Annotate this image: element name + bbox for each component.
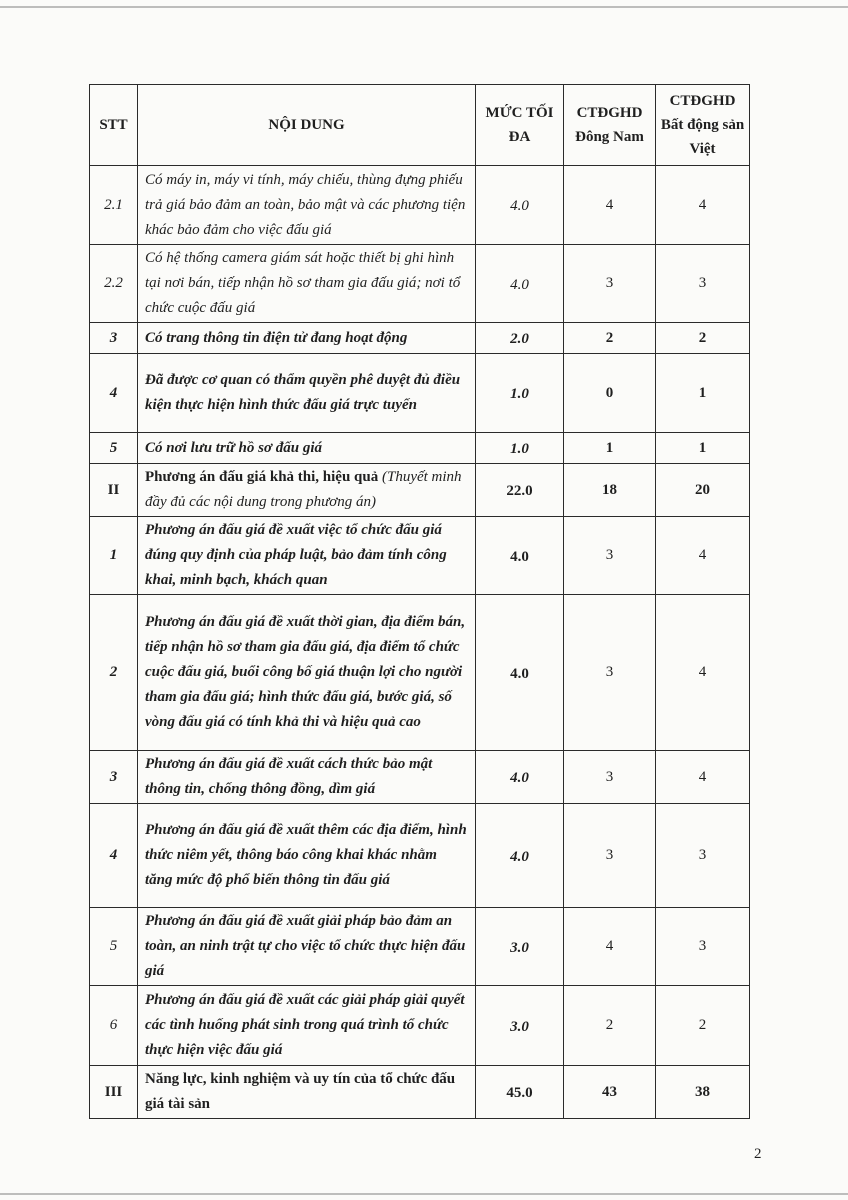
- row-score-bds-viet: 2: [656, 986, 750, 1066]
- header-noi-dung: NỘI DUNG: [138, 85, 476, 166]
- row-max: 4.0: [476, 595, 564, 751]
- section-title: Phương án đấu giá khả thi, hiệu quả: [145, 469, 379, 485]
- row-max: 2.0: [476, 323, 564, 354]
- row-content: Phương án đấu giá đề xuất giải pháp bảo đảm an toàn, an ninh trật tự cho việc tổ chức thực hiện đấu giá: [138, 908, 476, 986]
- scan-edge-top: [0, 6, 848, 8]
- table-row: [90, 245, 750, 323]
- row-score-bds-viet: 20: [656, 464, 750, 517]
- row-max: 1.0: [476, 433, 564, 464]
- table-row: [90, 166, 750, 245]
- row-max: 3.0: [476, 908, 564, 986]
- row-score-bds-viet: 4: [656, 751, 750, 804]
- row-stt: 1: [90, 517, 138, 595]
- row-stt: II: [90, 464, 138, 517]
- row-score-bds-viet: 4: [656, 595, 750, 751]
- row-stt: 2.2: [90, 245, 138, 323]
- header-ctdghd-dong-nam: CTĐGHD Đông Nam: [564, 85, 656, 166]
- header-stt: STT: [90, 85, 138, 166]
- row-score-bds-viet: 4: [656, 166, 750, 245]
- table-row: [90, 323, 750, 354]
- row-max: 22.0: [476, 464, 564, 517]
- row-stt: 3: [90, 751, 138, 804]
- table-section-row: [90, 1066, 750, 1119]
- row-max: 1.0: [476, 354, 564, 433]
- row-content: Năng lực, kinh nghiệm và uy tín của tổ chức đấu giá tài sản: [138, 1066, 476, 1119]
- row-score-dong-nam: 4: [564, 166, 656, 245]
- row-score-dong-nam: 2: [564, 986, 656, 1066]
- row-score-bds-viet: 4: [656, 517, 750, 595]
- row-score-dong-nam: 3: [564, 245, 656, 323]
- table-section-row: [90, 464, 750, 517]
- row-score-dong-nam: 2: [564, 323, 656, 354]
- row-stt: 5: [90, 433, 138, 464]
- table-row: [90, 908, 750, 986]
- header-muc-toi-da: MỨC TỐI ĐA: [476, 85, 564, 166]
- row-stt: 4: [90, 354, 138, 433]
- table-row: [90, 804, 750, 908]
- table-row: [90, 433, 750, 464]
- row-content: Phương án đấu giá đề xuất thêm các địa điểm, hình thức niêm yết, thông báo công khai khác nhằm tăng mức độ phổ biến thông tin đấu giá: [138, 804, 476, 908]
- row-score-dong-nam: 3: [564, 517, 656, 595]
- row-stt: 5: [90, 908, 138, 986]
- row-max: 4.0: [476, 166, 564, 245]
- scan-edge-bottom: [0, 1193, 848, 1195]
- row-stt: 6: [90, 986, 138, 1066]
- row-score-dong-nam: 3: [564, 751, 656, 804]
- table-header-row: [90, 85, 750, 166]
- row-score-bds-viet: 3: [656, 245, 750, 323]
- row-max: 4.0: [476, 245, 564, 323]
- row-score-bds-viet: 38: [656, 1066, 750, 1119]
- row-score-dong-nam: 43: [564, 1066, 656, 1119]
- row-content: Có hệ thống camera giám sát hoặc thiết bị ghi hình tại nơi bán, tiếp nhận hồ sơ tham gia đấu giá; nơi tổ chức cuộc đấu giá: [138, 245, 476, 323]
- row-content: Phương án đấu giá đề xuất các giải pháp giải quyết các tình huống phát sinh trong quá trình tổ chức thực hiện việc đấu giá: [138, 986, 476, 1066]
- row-score-bds-viet: 1: [656, 433, 750, 464]
- scoring-table: [89, 84, 750, 1119]
- table-row: [90, 517, 750, 595]
- table-row: [90, 986, 750, 1066]
- section-note: (Thuyết minh đầy đủ các nội dung trong phương án): [145, 469, 462, 510]
- table-row: [90, 751, 750, 804]
- row-content: Đã được cơ quan có thẩm quyền phê duyệt đủ điều kiện thực hiện hình thức đấu giá trực tuyến: [138, 354, 476, 433]
- row-max: 45.0: [476, 1066, 564, 1119]
- page-number: 2: [754, 1146, 762, 1162]
- row-stt: 4: [90, 804, 138, 908]
- row-max: 4.0: [476, 751, 564, 804]
- row-score-bds-viet: 3: [656, 908, 750, 986]
- row-content: Có nơi lưu trữ hồ sơ đấu giá: [138, 433, 476, 464]
- row-score-dong-nam: 3: [564, 804, 656, 908]
- table-row: [90, 354, 750, 433]
- row-max: 3.0: [476, 986, 564, 1066]
- row-max: 4.0: [476, 804, 564, 908]
- row-content: Phương án đấu giá đề xuất việc tổ chức đấu giá đúng quy định của pháp luật, bảo đảm tính công khai, minh bạch, khách quan: [138, 517, 476, 595]
- table-row: [90, 595, 750, 751]
- header-ctdghd-bds-viet: CTĐGHD Bất động sản Việt: [656, 85, 750, 166]
- row-stt: 2.1: [90, 166, 138, 245]
- row-stt: 3: [90, 323, 138, 354]
- row-score-bds-viet: 3: [656, 804, 750, 908]
- row-max: 4.0: [476, 517, 564, 595]
- row-score-dong-nam: 0: [564, 354, 656, 433]
- row-stt: III: [90, 1066, 138, 1119]
- row-score-dong-nam: 1: [564, 433, 656, 464]
- row-score-dong-nam: 18: [564, 464, 656, 517]
- row-content: Phương án đấu giá đề xuất cách thức bảo mật thông tin, chống thông đồng, dìm giá: [138, 751, 476, 804]
- row-score-bds-viet: 1: [656, 354, 750, 433]
- row-content: Có máy in, máy vi tính, máy chiếu, thùng đựng phiếu trả giá bảo đảm an toàn, bảo mật và các phương tiện khác bảo đảm cho việc đấu giá: [138, 166, 476, 245]
- row-score-bds-viet: 2: [656, 323, 750, 354]
- row-stt: 2: [90, 595, 138, 751]
- row-score-dong-nam: 3: [564, 595, 656, 751]
- row-content: Có trang thông tin điện tử đang hoạt động: [138, 323, 476, 354]
- row-content: Phương án đấu giá đề xuất thời gian, địa điểm bán, tiếp nhận hồ sơ tham gia đấu giá, địa điểm tổ chức cuộc đấu giá, buổi công bố giá thuận lợi cho người tham gia đấu giá; hình thức đấu giá, bước giá, số vòng đấu giá có tính khả thi và hiệu quả cao: [138, 595, 476, 751]
- row-score-dong-nam: 4: [564, 908, 656, 986]
- row-content: [138, 464, 476, 517]
